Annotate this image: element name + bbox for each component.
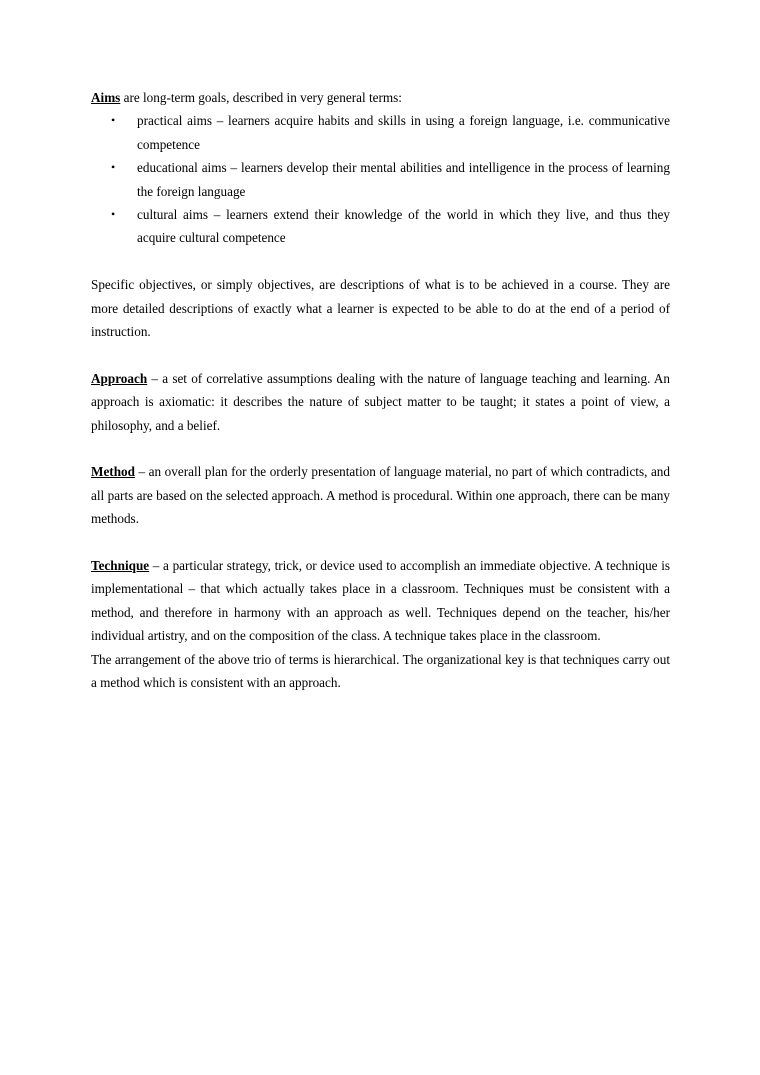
aims-list [91,109,670,249]
bullet-icon: • [111,207,116,222]
document-page [91,86,670,695]
approach-definition: – a set of correlative assumptions dealing with the nature of language teaching and learning. An approach is axiomatic: it describes the nature of subject matter to be taught; it states a point of view, a philosophy, and a belief. [91,370,670,433]
paragraph-spacer [91,250,670,273]
approach-term: Approach [91,370,148,386]
method-definition: – an overall plan for the orderly presentation of language material, no part of which contradicts, and all parts are based on the selected approach. A method is procedural. Within one approach, there can be many methods. [91,464,670,527]
bullet-icon: • [111,113,116,128]
objectives-paragraph: Specific objectives, or simply objectives, are descriptions of what is to be achieved in a course. They are more detailed descriptions of exactly what a learner is expected to be able to do at the end of a period of instruction. [91,277,670,340]
paragraph-spacer [91,343,670,366]
aims-item-educational: educational aims – learners develop their mental abilities and intelligence in the process of learning the foreign language [137,160,670,199]
technique-definition: – a particular strategy, trick, or device used to accomplish an immediate objective. A technique is implementational – that which actually takes place in a classroom. Techniques must be consistent with a method, and therefore in harmony with an approach as well. Techniques depend on the teacher, his/her individual artistry, and on the composition of the class. A technique takes place in the classroom. [91,558,670,644]
hierarchy-paragraph: The arrangement of the above trio of terms is hierarchical. The organizational key is that techniques carry out a method which is consistent with an approach. [91,651,670,691]
approach-paragraph [91,367,670,437]
list-item [91,109,670,156]
aims-term: Aims [91,90,121,105]
list-item [91,203,670,250]
aims-intro [91,86,670,109]
aims-item-cultural: cultural aims – learners extend their knowledge of the world in which they live, and thus they acquire cultural competence [137,207,670,246]
technique-term: Technique [91,558,150,574]
paragraph-spacer [91,531,670,554]
aims-item-practical: practical aims – learners acquire habits and skills in using a foreign language, i.e. communicative competence [137,113,670,152]
bullet-icon: • [111,160,116,175]
method-term: Method [91,464,135,480]
list-item [91,156,670,203]
aims-intro-text: are long-term goals, described in very general terms: [120,90,402,105]
method-paragraph [91,460,670,530]
paragraph-spacer [91,437,670,460]
technique-paragraph [91,554,670,648]
